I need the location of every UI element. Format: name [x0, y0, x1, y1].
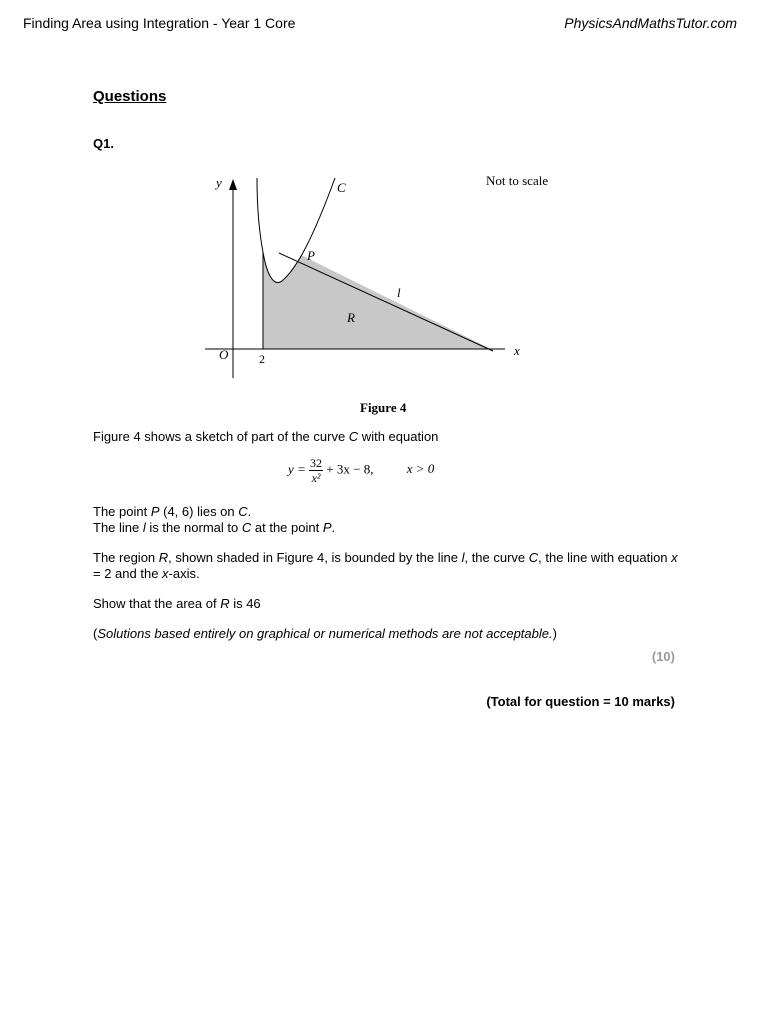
intro-paragraph: Figure 4 shows a sketch of part of the curve C with equation — [93, 429, 439, 444]
normal-statement: The line l is the normal to C at the point P. — [93, 520, 336, 535]
section-title: Questions — [93, 88, 167, 105]
point-label: P — [307, 248, 315, 263]
y-axis-arrowhead — [229, 179, 237, 190]
origin-label: O — [219, 347, 229, 362]
header-website: PhysicsAndMathsTutor.com — [564, 15, 737, 31]
curve-label: C — [337, 180, 346, 195]
question-marks: (10) — [651, 649, 675, 664]
question-number: Q1. — [93, 136, 114, 151]
figure-caption: Figure 4 — [360, 400, 407, 415]
header-title: Finding Area using Integration - Year 1 Core — [23, 15, 296, 31]
method-note: (Solutions based entirely on graphical or numerical methods are not acceptable.) — [93, 626, 557, 641]
line-label: l — [397, 285, 401, 300]
figure-4-graph — [195, 170, 549, 420]
curve-equation: y = $\frac{32}{\text{x²}}$ + 3x − 8, x > 0 — [288, 456, 435, 485]
x-axis-label: x — [514, 343, 520, 358]
region-label: R — [347, 310, 355, 325]
point-statement: The point P (4, 6) lies on C. — [93, 504, 252, 519]
region-description: The region R, shown shaded in Figure 4, is bounded by the line l, the curve C, the line with equation x = 2 and the x-axis. — [93, 550, 678, 581]
x-tick-label: 2 — [259, 352, 265, 366]
equation-fraction: $\frac{32}{\text{x²}}$ — [310, 456, 323, 485]
total-marks: (Total for question = 10 marks) — [486, 694, 675, 709]
task-statement: Show that the area of R is 46 — [93, 596, 261, 611]
y-axis-label: y — [216, 175, 222, 190]
not-to-scale-note: Not to scale — [486, 173, 549, 188]
